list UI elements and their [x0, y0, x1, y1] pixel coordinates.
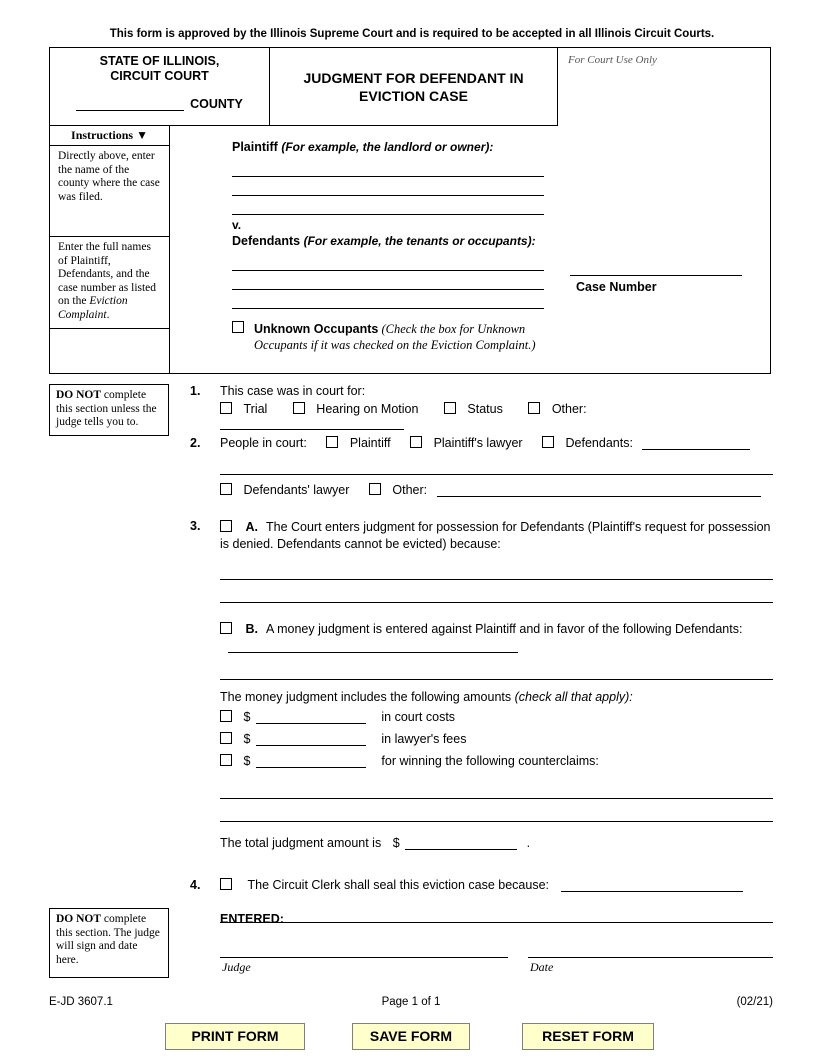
instructions-block-3: [50, 329, 169, 372]
plaintiff-example: (For example, the landlord or owner):: [281, 140, 494, 154]
county-input[interactable]: [76, 98, 184, 111]
date-input[interactable]: [528, 957, 773, 958]
item-3a-checkbox[interactable]: [220, 520, 232, 532]
unknown-occupants-label: Unknown Occupants: [254, 322, 379, 336]
item-3-number: 3.: [190, 519, 201, 533]
court-costs-dollar: $: [243, 710, 251, 724]
item-2-plaintiff-checkbox[interactable]: [326, 436, 338, 448]
instructions-block-2: [50, 237, 169, 329]
case-number-input[interactable]: [570, 274, 742, 276]
instructions-title[interactable]: [50, 126, 169, 146]
defendants-label-row: [232, 234, 544, 248]
defendants-input-1[interactable]: [232, 252, 544, 271]
court-costs-label: in court costs: [381, 710, 456, 724]
revision-date: (02/21): [736, 996, 773, 1008]
item-1-other-label: Other:: [551, 402, 587, 416]
item-3a-letter: A.: [245, 520, 258, 534]
unknown-occupants-text: [254, 321, 544, 353]
item-3b-line-1[interactable]: [220, 663, 773, 680]
item-3a-row: [220, 519, 773, 553]
money-amount-row-1: [220, 710, 773, 730]
defendants-input-2[interactable]: [232, 271, 544, 290]
court-costs-input[interactable]: [256, 710, 366, 724]
lawyer-fees-input[interactable]: [256, 732, 366, 746]
form-id: E-JD 3607.1: [49, 996, 113, 1008]
lawyer-fees-dollar: $: [243, 732, 251, 746]
item-3a-line-1[interactable]: [220, 563, 773, 580]
item-4-text: The Circuit Clerk shall seal this eviction case because:: [247, 878, 550, 892]
lawyer-fees-checkbox[interactable]: [220, 732, 232, 744]
item-1-options: [220, 402, 773, 424]
unknown-occupants-note: (Check the box for Unknown Occupants if it was checked on the Eviction Complaint.): [254, 322, 536, 352]
money-amount-row-2: [220, 732, 773, 752]
item-2-text: People in court:: [220, 436, 307, 450]
item-1-other-checkbox[interactable]: [528, 402, 540, 414]
item-1-trial-label: Trial: [243, 402, 268, 416]
money-judgment-intro-italic: (check all that apply):: [514, 690, 633, 704]
page-number: Page 1 of 1: [381, 996, 441, 1008]
money-judgment-intro-text: The money judgment includes the following amounts: [220, 690, 515, 704]
defendants-label: Defendants: [232, 234, 301, 248]
print-form-button[interactable]: PRINT FORM: [165, 1023, 305, 1050]
do-not-bold-bottom: DO NOT: [56, 913, 102, 925]
counterclaims-line-2[interactable]: [220, 805, 773, 822]
item-1-trial-checkbox[interactable]: [220, 402, 232, 414]
counterclaims-line-1[interactable]: [220, 782, 773, 799]
do-not-bold-top: DO NOT: [56, 389, 102, 401]
item-4-checkbox[interactable]: [220, 878, 232, 890]
judge-signature-input[interactable]: [220, 957, 508, 958]
instructions-block-2-text-b: .: [106, 308, 110, 321]
item-1-number: 1.: [190, 384, 201, 398]
unknown-occupants-row: [232, 321, 544, 353]
item-3-heading: [190, 519, 773, 553]
item-2-other-label: Other:: [392, 483, 428, 497]
item-1-status-label: Status: [467, 402, 503, 416]
defendants-input-3[interactable]: [232, 290, 544, 309]
counterclaims-checkbox[interactable]: [220, 754, 232, 766]
unknown-occupants-checkbox[interactable]: [232, 321, 244, 333]
chevron-down-icon: ▼: [133, 128, 148, 142]
approval-notice: This form is approved by the Illinois Supreme Court and is required to be accepted in all Illinois Circuit Courts.: [109, 28, 715, 40]
entered-label: ENTERED:: [220, 912, 284, 926]
lawyer-fees-label: in lawyer's fees: [381, 732, 467, 746]
versus-label: v.: [232, 218, 242, 232]
caption-box: [49, 47, 771, 374]
save-form-button[interactable]: SAVE FORM: [352, 1023, 470, 1050]
item-2-defendants-input[interactable]: [642, 436, 750, 450]
total-judgment-label: The total judgment amount is: [220, 836, 382, 850]
plaintiff-input-1[interactable]: [232, 158, 544, 177]
instructions-title-label: Instructions: [71, 128, 134, 142]
item-2-plaintiff-lawyer-checkbox[interactable]: [410, 436, 422, 448]
item-3b-letter: B.: [245, 622, 258, 636]
do-not-rest-top: complete this section unless the judge tells you to.: [56, 389, 157, 428]
item-2-options-row-2: [220, 483, 773, 505]
money-judgment-intro: [220, 690, 773, 704]
item-2-defendants-label: Defendants:: [565, 436, 633, 450]
plaintiff-label: Plaintiff: [232, 140, 278, 154]
total-judgment-dollar: $: [392, 836, 400, 850]
item-3b-row: [220, 621, 773, 655]
court-use-only-area: [558, 48, 770, 373]
instructions-block-1: Directly above, enter the name of the county where the case was filed.: [50, 146, 169, 237]
item-2-line-1[interactable]: [220, 458, 773, 475]
total-judgment-row: [220, 836, 773, 856]
plaintiff-input-2[interactable]: [232, 177, 544, 196]
item-4-line-1[interactable]: [220, 906, 773, 923]
judge-label: Judge: [222, 960, 251, 974]
item-1-other-input[interactable]: [220, 416, 404, 430]
item-3b-defendants-input[interactable]: [228, 639, 518, 653]
money-amount-row-3: [220, 754, 773, 774]
item-1-heading: [190, 384, 773, 402]
counterclaims-dollar: $: [243, 754, 251, 768]
item-2-plaintiff-label: Plaintiff: [349, 436, 391, 450]
do-not-complete-note-top: [49, 384, 169, 436]
court-identification: [50, 48, 270, 126]
item-2-heading: [190, 436, 773, 458]
plaintiff-input-3[interactable]: [232, 196, 544, 215]
item-1-text: This case was in court for:: [220, 384, 366, 398]
total-judgment-input[interactable]: [405, 836, 517, 850]
item-3a-line-2[interactable]: [220, 586, 773, 603]
item-1-hearing-label: Hearing on Motion: [316, 402, 419, 416]
do-not-rest-bottom: complete this section. The judge will sign and date here.: [56, 913, 160, 966]
item-2-other-input[interactable]: [437, 483, 761, 497]
item-2-defendants-checkbox[interactable]: [542, 436, 554, 448]
plaintiff-label-row: [232, 140, 544, 154]
counterclaims-input[interactable]: [256, 754, 366, 768]
reset-form-button[interactable]: RESET FORM: [522, 1023, 654, 1050]
item-1-hearing-checkbox[interactable]: [293, 402, 305, 414]
form-title: JUDGMENT FOR DEFENDANT IN EVICTION CASE: [270, 48, 558, 126]
item-4-row: [190, 878, 773, 898]
defendants-example: (For example, the tenants or occupants):: [303, 234, 536, 248]
counterclaims-label: for winning the following counterclaims:: [381, 754, 599, 768]
item-4-number: 4.: [190, 878, 201, 892]
item-3a-text: The Court enters judgment for possession for Defendants (Plaintiff's request for possession is denied. Defendants cannot be evicted) because:: [220, 520, 771, 551]
item-2-defendants-lawyer-checkbox[interactable]: [220, 483, 232, 495]
instructions-column: [50, 126, 170, 373]
item-2-plaintiff-lawyer-label: Plaintiff's lawyer: [433, 436, 523, 450]
county-label: COUNTY: [190, 97, 243, 111]
county-row: [50, 97, 269, 111]
state-line-2: CIRCUIT COURT: [110, 69, 209, 83]
item-3b-text: A money judgment is entered against Plaintiff and in favor of the following Defendants:: [265, 622, 743, 636]
instructions-block-2-text-a: Enter the full names of Plaintiff, Defendants, and the case number as listed on the: [58, 241, 157, 308]
item-4-reason-input[interactable]: [561, 878, 743, 892]
form-body: [190, 384, 773, 923]
court-costs-checkbox[interactable]: [220, 710, 232, 722]
court-use-only-label: For Court Use Only: [568, 54, 657, 66]
case-number-label: Case Number: [576, 280, 657, 294]
item-3b-checkbox[interactable]: [220, 622, 232, 634]
item-2-number: 2.: [190, 436, 201, 450]
item-2-defendants-lawyer-label: Defendants' lawyer: [243, 483, 350, 497]
do-not-complete-note-bottom: [49, 908, 169, 978]
instructions-block-2-italic: Eviction Complaint: [58, 295, 128, 321]
date-label: Date: [530, 960, 554, 974]
parties-area: [170, 126, 558, 373]
total-judgment-period: .: [526, 836, 531, 850]
item-2-other-checkbox[interactable]: [369, 483, 381, 495]
state-line-1: STATE OF ILLINOIS,: [99, 54, 220, 68]
item-1-status-checkbox[interactable]: [444, 402, 456, 414]
